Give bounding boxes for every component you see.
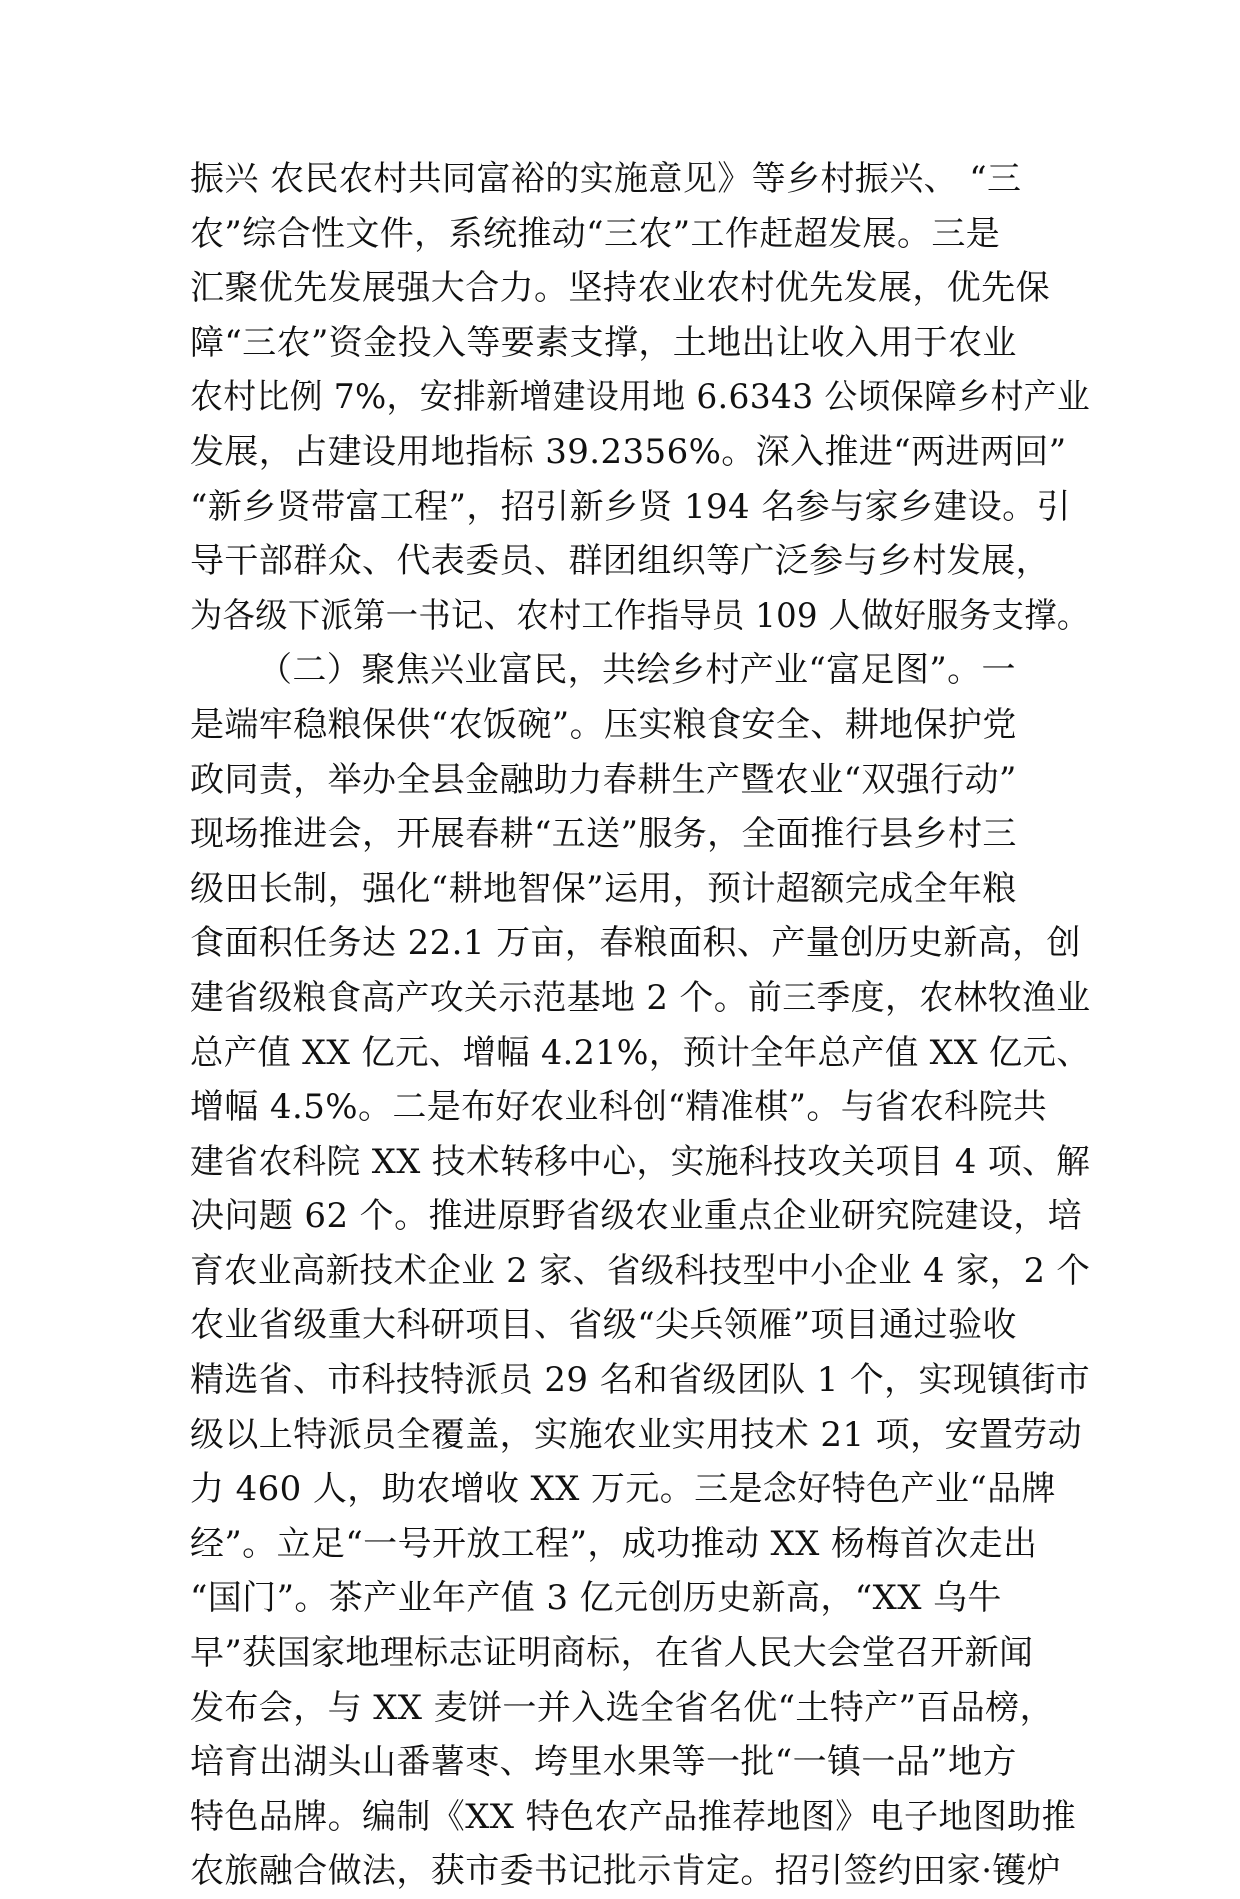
text-line: 特色品牌。编制《XX 特色农产品推荐地图》电子地图助推 xyxy=(190,1796,1077,1837)
text-line: 早”获国家地理标志证明商标，在省人民大会堂召开新闻 xyxy=(190,1633,1034,1674)
body-text xyxy=(190,152,1090,1899)
text-line: 为各级下派第一书记、农村工作指导员 109 人做好服务支撑。 xyxy=(190,595,1090,636)
text-line: 经”。立足“一号开放工程”，成功推动 XX 杨梅首次走出 xyxy=(190,1523,1038,1564)
text-line: 育农业高新技术企业 2 家、省级科技型中小企业 4 家，2 个 xyxy=(190,1250,1091,1291)
text-line: 决问题 62 个。推进原野省级农业重点企业研究院建设，培 xyxy=(190,1196,1083,1237)
text-line: 总产值 XX 亿元、增幅 4.21%，预计全年总产值 XX 亿元、 xyxy=(190,1032,1091,1073)
text-line: 汇聚优先发展强大合力。坚持农业农村优先发展，优先保 xyxy=(190,268,1050,309)
text-line: “新乡贤带富工程”，招引新乡贤 194 名参与家乡建设。引 xyxy=(190,486,1071,527)
text-line: 食面积任务达 22.1 万亩，春粮面积、产量创历史新高，创 xyxy=(190,923,1081,964)
text-line: 级以上特派员全覆盖，实施农业实用技术 21 项，安置劳动 xyxy=(190,1414,1083,1455)
text-line: 农”综合性文件，系统推动“三农”工作赶超发展。三是 xyxy=(190,213,1001,254)
text-line: 导干部群众、代表委员、群团组织等广泛参与乡村发展， xyxy=(190,541,1050,582)
text-line: 是端牢稳粮保供“农饭碗”。压实粮食安全、耕地保护党 xyxy=(190,704,1017,745)
text-line: 建省级粮食高产攻关示范基地 2 个。前三季度，农林牧渔业 xyxy=(190,977,1091,1018)
text-line: 培育出湖头山番薯枣、垮里水果等一批“一镇一品”地方 xyxy=(190,1742,1017,1783)
text-line: 障“三农”资金投入等要素支撑，土地出让收入用于农业 xyxy=(190,322,1017,363)
text-line: “国门”。茶产业年产值 3 亿元创历史新高，“XX 乌牛 xyxy=(190,1578,1002,1619)
text-line: 农旅融合做法，获市委书记批示肯定。招引签约田家·镬炉 xyxy=(190,1851,1062,1892)
text-line: 农村比例 7%，安排新增建设用地 6.6343 公顷保障乡村产业 xyxy=(190,377,1091,418)
text-line: 精选省、市科技特派员 29 名和省级团队 1 个，实现镇街市 xyxy=(190,1360,1091,1401)
text-line: 振兴 农民农村共同富裕的实施意见》等乡村振兴、 “三 xyxy=(190,159,1022,199)
text-line: 现场推进会，开展春耕“五送”服务，全面推行县乡村三 xyxy=(190,814,1017,855)
text-line: （二）聚焦兴业富民，共绘乡村产业“富足图”。一 xyxy=(258,650,1016,691)
text-line: 级田长制，强化“耕地智保”运用，预计超额完成全年粮 xyxy=(190,868,1017,909)
text-line: 农业省级重大科研项目、省级“尖兵领雁”项目通过验收 xyxy=(190,1305,1017,1346)
text-line: 力 460 人，助农增收 XX 万元。三是念好特色产业“品牌 xyxy=(190,1469,1056,1510)
text-line: 建省农科院 XX 技术转移中心，实施科技攻关项目 4 项、解 xyxy=(190,1141,1091,1182)
text-line: 增幅 4.5%。二是布好农业科创“精准棋”。与省农科院共 xyxy=(190,1087,1048,1128)
text-line: 发布会，与 XX 麦饼一并入选全省名优“土特产”百品榜， xyxy=(190,1687,1054,1728)
text-line: 政同责，举办全县金融助力春耕生产暨农业“双强行动” xyxy=(190,759,1017,800)
text-line: 发展，占建设用地指标 39.2356%。深入推进“两进两回” xyxy=(190,431,1067,472)
